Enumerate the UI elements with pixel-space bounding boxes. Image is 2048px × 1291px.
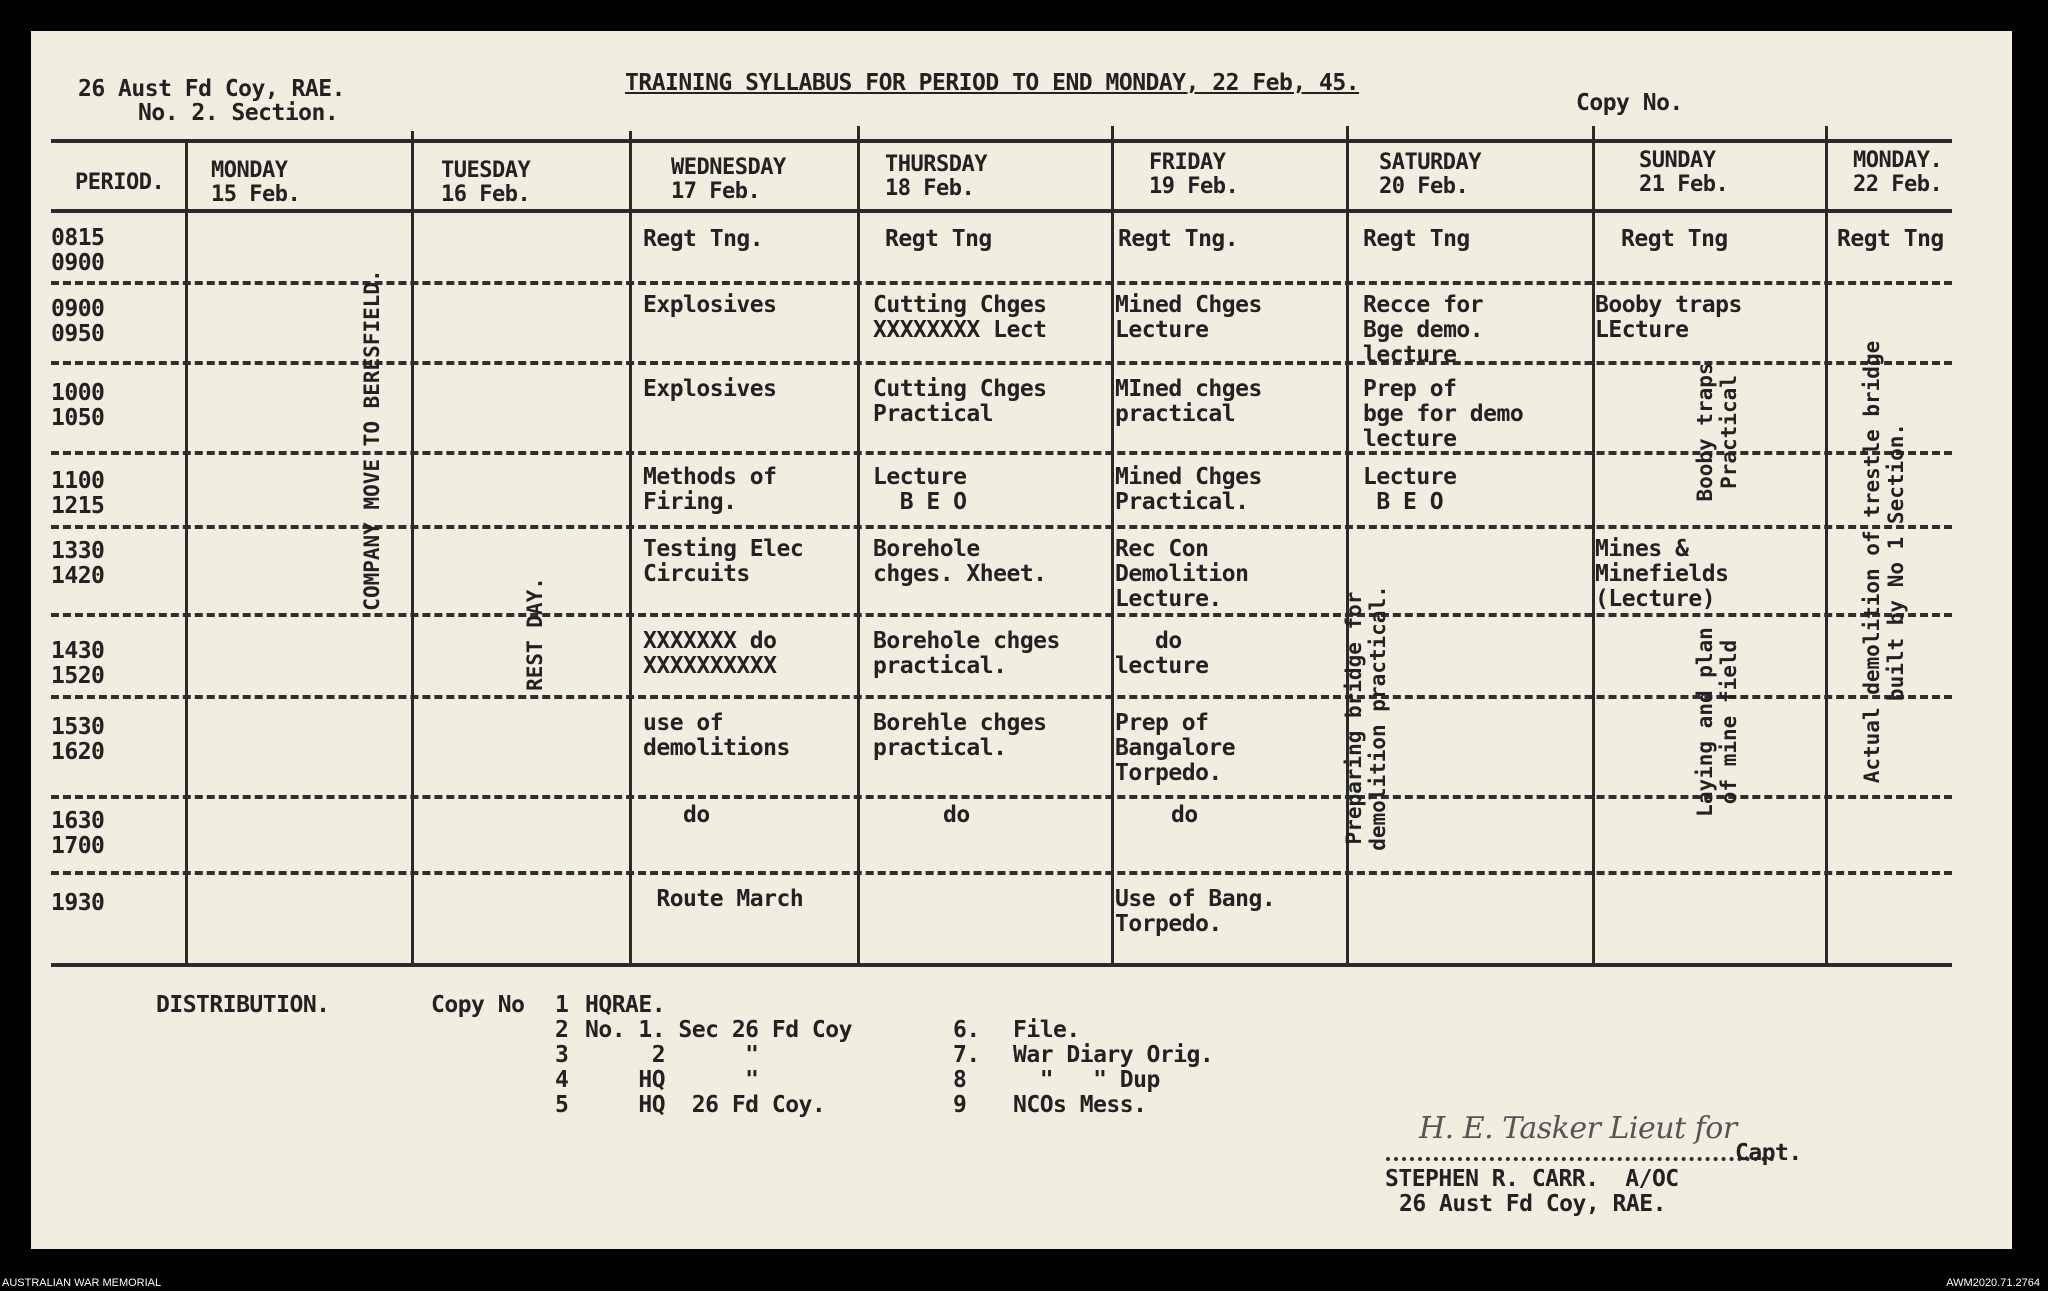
copy-number: 5	[555, 1092, 569, 1118]
schedule-cell: Regt Tng.	[1118, 226, 1239, 252]
vertical-note-monday22: Actual demolition of trestle bridge built by No 1 Section.	[1860, 340, 1908, 784]
schedule-cell: Mines & Minefields (Lecture)	[1595, 536, 1729, 612]
vertical-note-saturday: Preparing bridge for demolition practical.	[1342, 585, 1390, 851]
vertical-note-sunday-laying: Laying and plan of mine field	[1693, 627, 1741, 817]
schedule-cell: Mined Chges Practical.	[1115, 464, 1262, 515]
column-divider	[629, 131, 632, 963]
vertical-note-sunday-booby: Booby traps Practical	[1693, 362, 1741, 502]
schedule-cell: do	[643, 802, 710, 828]
column-header-date: 16 Feb.	[441, 182, 531, 207]
copy-number: 9	[953, 1092, 967, 1118]
schedule-cell: Recce for Bge demo. lecture	[1363, 292, 1484, 368]
row-divider	[51, 795, 1952, 799]
schedule-cell: Cutting Chges Practical	[873, 376, 1047, 427]
signatory-unit: 26 Aust Fd Coy, RAE.	[1399, 1191, 1666, 1217]
copy-recipient: File.	[1013, 1017, 1080, 1043]
column-divider	[1111, 126, 1114, 963]
signatory-name: STEPHEN R. CARR. A/OC	[1385, 1166, 1679, 1192]
column-header-period: PERIOD.	[75, 170, 165, 195]
column-divider	[1825, 126, 1828, 963]
period-time: 1530 1620	[51, 714, 105, 765]
column-header-day: FRIDAY	[1149, 150, 1226, 175]
column-header-day: MONDAY.	[1853, 148, 1943, 173]
period-time: 1330 1420	[51, 538, 105, 589]
schedule-cell: Lecture B E O	[873, 464, 967, 515]
column-divider	[185, 143, 188, 963]
column-header-date: 17 Feb.	[671, 179, 761, 204]
copy-recipient: " " Dup	[1013, 1067, 1160, 1093]
schedule-cell: Explosives	[643, 376, 777, 402]
unit-name: 26 Aust Fd Coy, RAE.	[78, 76, 345, 102]
schedule-cell: Testing Elec Circuits	[643, 536, 804, 587]
schedule-cell: XXXXXXX do XXXXXXXXXX	[643, 628, 777, 679]
archive-accession-number: AWM2020.71.2764	[1946, 1277, 2040, 1289]
schedule-cell: Route March	[643, 886, 804, 912]
column-header-date: 20 Feb.	[1379, 174, 1469, 199]
column-header-day: TUESDAY	[441, 158, 531, 183]
schedule-cell: Cutting Chges XXXXXXXX Lect	[873, 292, 1047, 343]
schedule-cell: Rec Con Demolition Lecture.	[1115, 536, 1249, 612]
schedule-cell: Regt Tng	[1621, 226, 1728, 252]
column-divider	[411, 131, 414, 963]
signature-line	[1386, 1157, 1774, 1161]
header-rule	[51, 209, 1952, 213]
copy-number: 2	[555, 1017, 569, 1043]
column-header-day: THURSDAY	[885, 152, 987, 177]
period-time: 0900 0950	[51, 296, 105, 347]
document-page	[31, 31, 2012, 1249]
period-time: 0815 0900	[51, 225, 105, 276]
schedule-cell: Borehole chges. Xheet.	[873, 536, 1047, 587]
schedule-cell: Regt Tng	[885, 226, 992, 252]
copy-number: 4	[555, 1067, 569, 1093]
schedule-cell: Borehole chges practical.	[873, 628, 1060, 679]
column-header-date: 19 Feb.	[1149, 174, 1239, 199]
document-title: TRAINING SYLLABUS FOR PERIOD TO END MONDAY, 22 Feb, 45.	[625, 70, 1360, 96]
column-header-date: 18 Feb.	[885, 176, 975, 201]
column-header-date: 15 Feb.	[211, 182, 301, 207]
column-header-day: MONDAY	[211, 158, 288, 183]
schedule-cell: Regt Tng.	[643, 226, 764, 252]
archive-credit: AUSTRALIAN WAR MEMORIAL	[2, 1277, 162, 1289]
copy-number: 6.	[953, 1017, 980, 1043]
schedule-cell: Prep of bge for demo lecture	[1363, 376, 1524, 452]
copy-number-label: Copy No.	[1576, 90, 1683, 116]
row-divider	[51, 451, 1952, 455]
copy-number: 8	[953, 1067, 967, 1093]
copy-recipient: HQ "	[585, 1067, 759, 1093]
schedule-cell: do lecture	[1115, 628, 1209, 679]
table-top-line	[51, 139, 1952, 143]
row-divider	[51, 871, 1952, 875]
row-divider	[51, 361, 1952, 365]
row-divider	[51, 695, 1952, 699]
schedule-cell: Regt Tng	[1837, 226, 1944, 252]
schedule-cell: Regt Tng	[1363, 226, 1470, 252]
column-header-day: WEDNESDAY	[671, 155, 786, 180]
schedule-cell: Explosives	[643, 292, 777, 318]
period-time: 1000 1050	[51, 380, 105, 431]
schedule-cell: Prep of Bangalore Torpedo.	[1115, 710, 1236, 786]
schedule-cell: Use of Bang. Torpedo.	[1115, 886, 1276, 937]
distribution-copy-label: Copy No	[431, 992, 525, 1018]
schedule-cell: do	[903, 802, 970, 828]
schedule-cell: Booby traps LEcture	[1595, 292, 1742, 343]
copy-recipient: War Diary Orig.	[1013, 1042, 1214, 1068]
row-divider	[51, 525, 1952, 529]
copy-recipient: 2 "	[585, 1042, 759, 1068]
copy-recipient: No. 1. Sec 26 Fd Coy	[585, 1017, 852, 1043]
column-header-day: SATURDAY	[1379, 150, 1481, 175]
schedule-cell: Borehle chges practical.	[873, 710, 1047, 761]
signature-rank: Capt.	[1735, 1140, 1802, 1166]
table-bottom-line	[51, 963, 1952, 967]
column-header-date: 22 Feb.	[1853, 172, 1943, 197]
period-time: 1430 1520	[51, 638, 105, 689]
copy-number: 3	[555, 1042, 569, 1068]
row-divider	[51, 613, 1952, 617]
schedule-cell: Methods of Firing.	[643, 464, 777, 515]
vertical-note-tuesday: REST DAY.	[523, 577, 547, 691]
period-time: 1630 1700	[51, 808, 105, 859]
column-header-date: 21 Feb.	[1639, 172, 1729, 197]
vertical-note-monday: COMPANY MOVE TO BERESFIELD.	[360, 269, 384, 611]
distribution-label: DISTRIBUTION.	[156, 992, 330, 1018]
period-time: 1930	[51, 890, 105, 916]
copy-recipient: HQRAE.	[585, 992, 666, 1018]
schedule-cell: use of demolitions	[643, 710, 790, 761]
column-header-day: SUNDAY	[1639, 148, 1716, 173]
schedule-cell: Mined Chges Lecture	[1115, 292, 1262, 343]
schedule-cell: MIned chges practical	[1115, 376, 1262, 427]
copy-number: 7.	[953, 1042, 980, 1068]
schedule-cell: Lecture B E O	[1363, 464, 1457, 515]
row-divider	[51, 281, 1952, 285]
archive-footer	[0, 1249, 2048, 1291]
schedule-cell: do	[1131, 802, 1198, 828]
handwritten-signature: H. E. Tasker Lieut for	[1419, 1111, 1737, 1146]
period-time: 1100 1215	[51, 468, 105, 519]
column-divider	[857, 126, 860, 963]
copy-number: 1	[555, 992, 569, 1018]
copy-recipient: HQ 26 Fd Coy.	[585, 1092, 826, 1118]
section-name: No. 2. Section.	[138, 100, 339, 126]
copy-recipient: NCOs Mess.	[1013, 1092, 1147, 1118]
